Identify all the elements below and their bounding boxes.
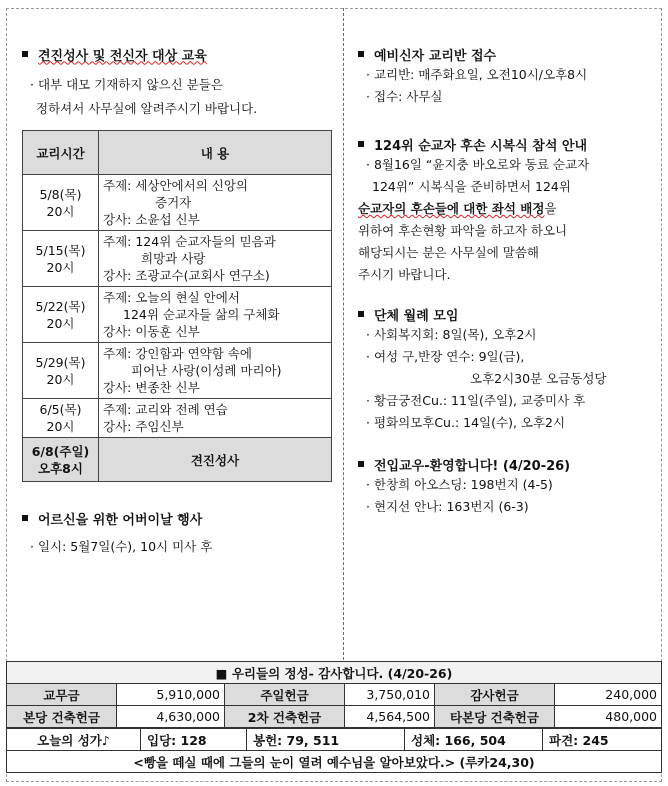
row-date: 6/8(주일) bbox=[31, 443, 90, 459]
square-bullet-icon bbox=[358, 141, 364, 147]
offering-title: 우리들의 정성- 감사합니다. (4/20-26) bbox=[231, 665, 453, 681]
table-row bbox=[23, 231, 332, 287]
info-line: · 현지선 안나: 163번지 (6-3) bbox=[366, 499, 529, 514]
info-line: 해당되시는 분은 사무실에 말씀해 bbox=[358, 245, 539, 260]
info-line: · 황금궁전Cu.: 11일(주일), 교중미사 후 bbox=[366, 393, 586, 408]
offering-value: 480,000 bbox=[555, 706, 662, 728]
offering-label: 교무금 bbox=[7, 684, 117, 706]
square-bullet-icon bbox=[358, 311, 364, 317]
table-row bbox=[23, 438, 332, 482]
left-column bbox=[22, 44, 334, 558]
offering-value: 240,000 bbox=[555, 684, 662, 706]
section-catechumen bbox=[358, 44, 658, 64]
row-topic: 주제: 오늘의 현실 안에서 bbox=[103, 290, 240, 305]
column-divider bbox=[343, 8, 344, 660]
info-line: 124위” 시복식을 준비하면서 124위 bbox=[372, 179, 571, 194]
info-line: 주시기 바랍니다. bbox=[358, 267, 451, 282]
offering-value: 5,910,000 bbox=[117, 684, 225, 706]
right-column bbox=[358, 44, 658, 518]
section-title: 견진성사 및 전신자 대상 교육 bbox=[38, 48, 207, 64]
row-topic: 주제: 세상안에서의 신앙의 bbox=[103, 178, 248, 193]
hymn-dismissal: 파견: 245 bbox=[543, 729, 662, 751]
offering-value: 3,750,010 bbox=[345, 684, 435, 706]
table-row bbox=[23, 343, 332, 399]
square-bullet-icon bbox=[358, 461, 364, 467]
row-topic-cont: 증거자 bbox=[155, 195, 192, 210]
offering-header bbox=[7, 662, 662, 684]
hymn-title: 오늘의 성가♪ bbox=[7, 729, 141, 751]
row-topic: 주제: 교리와 전례 연습 bbox=[103, 402, 228, 417]
row-time: 20시 bbox=[46, 419, 75, 434]
info-line: · 접수: 사무실 bbox=[366, 89, 443, 104]
row-lecturer: 강사: 주임신부 bbox=[103, 419, 184, 434]
info-line: 오후2시30분 오금동성당 bbox=[470, 371, 607, 386]
row-lecturer: 강사: 이동훈 신부 bbox=[103, 324, 200, 339]
table-row bbox=[23, 175, 332, 231]
section-group-meetings bbox=[358, 304, 658, 324]
square-bullet-icon bbox=[22, 515, 28, 521]
section-title: 전입교우-환영합니다! (4/20-26) bbox=[374, 458, 571, 474]
row-content: 견진성사 bbox=[99, 438, 332, 482]
row-topic: 주제: 124위 순교자들의 믿음과 bbox=[103, 234, 276, 249]
info-line bbox=[358, 198, 658, 220]
row-date: 6/5(목) bbox=[39, 402, 82, 417]
highlight-text: 순교자의 후손들에 대한 좌석 배정 bbox=[358, 201, 545, 216]
row-date: 5/29(목) bbox=[35, 354, 86, 370]
row-topic: 주제: 강인함과 연약함 속에 bbox=[103, 346, 252, 361]
section-title: 예비신자 교리반 접수 bbox=[374, 48, 497, 64]
section-title: 124위 순교자 후손 시복식 참석 안내 bbox=[374, 138, 588, 154]
section-title: 어르신을 위한 어버이날 행사 bbox=[38, 512, 203, 528]
section-confirmation bbox=[22, 44, 334, 64]
table-row bbox=[23, 399, 332, 438]
offering-label: 감사헌금 bbox=[435, 684, 555, 706]
square-bullet-icon bbox=[22, 51, 28, 57]
schedule-table bbox=[22, 130, 332, 482]
row-time: 20시 bbox=[46, 315, 75, 331]
row-time: 20시 bbox=[46, 371, 75, 387]
scripture-quote: <빵을 떼실 때에 그들의 눈이 열려 예수님을 알아보았다.> (루카24,30) bbox=[7, 751, 662, 773]
row-lecturer: 강사: 변종찬 신부 bbox=[103, 380, 200, 395]
note-line: 정하셔서 사무실에 알려주시기 바랍니다. bbox=[36, 101, 258, 116]
offering-label: 2차 건축헌금 bbox=[225, 706, 345, 728]
row-time: 20시 bbox=[46, 203, 75, 219]
row-lecturer: 강사: 조광교수(교회사 연구소) bbox=[103, 268, 270, 283]
offering-table bbox=[6, 661, 662, 728]
offering-label: 타본당 건축헌금 bbox=[435, 706, 555, 728]
section-martyr bbox=[358, 134, 658, 154]
offering-section bbox=[6, 661, 662, 773]
row-time: 오후8시 bbox=[38, 460, 83, 476]
info-line: · 여성 구,반장 연수: 9일(금), bbox=[366, 349, 525, 364]
info-text: 을 bbox=[544, 201, 557, 216]
row-date: 5/8(목) bbox=[39, 186, 82, 202]
row-topic-cont: 희망과 사랑 bbox=[141, 251, 206, 266]
info-line: · 한창희 아오스딩: 198번지 (4-5) bbox=[366, 477, 553, 492]
hymn-entrance: 입당: 128 bbox=[141, 729, 247, 751]
table-row bbox=[7, 684, 662, 706]
row-topic-cont: 피어난 사랑(이성례 마리아) bbox=[131, 363, 282, 378]
offering-label: 주일헌금 bbox=[225, 684, 345, 706]
info-line: · 교리반: 매주화요일, 오전10시/오후8시 bbox=[366, 67, 588, 82]
table-row bbox=[7, 729, 662, 751]
row-date: 5/22(목) bbox=[35, 298, 86, 314]
offering-value: 4,630,000 bbox=[117, 706, 225, 728]
table-row bbox=[7, 706, 662, 728]
offering-label: 본당 건축헌금 bbox=[7, 706, 117, 728]
row-topic-cont: 124위 순교자들 삶의 구체화 bbox=[123, 307, 280, 322]
section-welcome bbox=[358, 454, 658, 474]
info-line: · 8월16일 “윤지충 바오로와 동료 순교자 bbox=[366, 157, 590, 172]
hymn-communion: 성체: 166, 504 bbox=[405, 729, 543, 751]
info-line: · 평화의모후Cu.: 14일(수), 오후2시 bbox=[366, 415, 566, 430]
event-date-line: · 일시: 5월7일(수), 10시 미사 후 bbox=[30, 539, 213, 554]
section-parents-day bbox=[22, 508, 334, 528]
table-header: 내 용 bbox=[99, 131, 332, 175]
hymn-table bbox=[6, 728, 662, 773]
square-bullet-icon: ■ bbox=[215, 665, 232, 681]
section-title: 단체 월례 모임 bbox=[374, 308, 459, 324]
note-line: · 대부 대모 기재하지 않으신 분들은 bbox=[30, 77, 223, 92]
table-row bbox=[23, 287, 332, 343]
row-time: 20시 bbox=[46, 259, 75, 275]
hymn-offertory: 봉헌: 79, 511 bbox=[247, 729, 405, 751]
table-header: 교리시간 bbox=[23, 131, 99, 175]
square-bullet-icon bbox=[358, 51, 364, 57]
info-line: · 사회복지회: 8일(목), 오후2시 bbox=[366, 327, 537, 342]
row-date: 5/15(목) bbox=[35, 242, 86, 258]
info-line: 위하여 후손현황 파악을 하고자 하오니 bbox=[358, 223, 568, 238]
row-lecturer: 강사: 소윤섭 신부 bbox=[103, 212, 200, 227]
offering-value: 4,564,500 bbox=[345, 706, 435, 728]
